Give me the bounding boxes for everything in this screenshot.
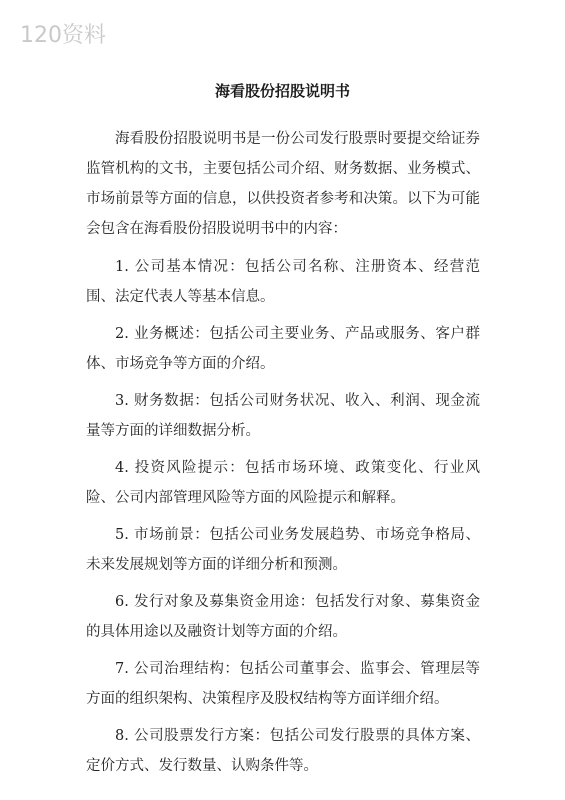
document-body	[86, 124, 480, 788]
document-title: 海看股份招股说明书	[214, 82, 350, 100]
list-item: 1. 公司基本情况：包括公司名称、注册资本、经营范围、法定代表人等基本信息。	[86, 259, 480, 305]
list-item: 8. 公司股票发行方案：包括公司发行股票的具体方案、定价方式、发行数量、认购条件等。	[86, 728, 480, 774]
list-item: 2. 业务概述：包括公司主要业务、产品或服务、客户群体、市场竞争等方面的介绍。	[86, 326, 480, 372]
watermark-logo: 120资料	[20, 23, 106, 48]
list-item: 6. 发行对象及募集资金用途：包括发行对象、募集资金的具体用途以及融资计划等方面的介绍。	[86, 594, 480, 640]
intro-paragraph: 海看股份招股说明书是一份公司发行股票时要提交给证券监管机构的文书，主要包括公司介绍、财务数据、业务模式、市场前景等方面的信息，以供投资者参考和决策。以下为可能会包含在海看股份招股说明书中的内容：	[86, 131, 480, 237]
list-item: 7. 公司治理结构：包括公司董事会、监事会、管理层等方面的组织架构、决策程序及股权结构等方面详细介绍。	[86, 661, 480, 707]
list-item: 5. 市场前景：包括公司业务发展趋势、市场竞争格局、未来发展规划等方面的详细分析和预测。	[86, 527, 480, 573]
list-item: 3. 财务数据：包括公司财务状况、收入、利润、现金流量等方面的详细数据分析。	[86, 393, 480, 439]
list-item: 4. 投资风险提示：包括市场环境、政策变化、行业风险、公司内部管理风险等方面的风险提示和解释。	[86, 460, 480, 506]
